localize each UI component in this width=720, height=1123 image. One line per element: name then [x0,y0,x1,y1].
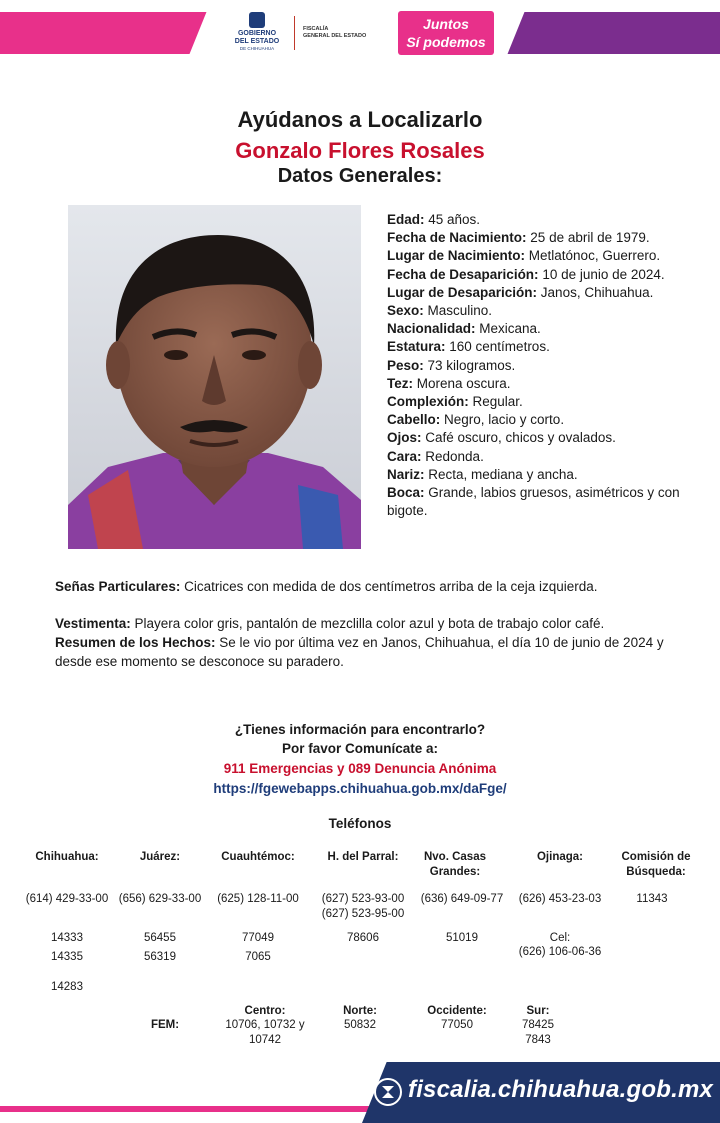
report-url-link[interactable]: https://fgewebapps.chihuahua.gob.mx/daFge/ [213,781,507,796]
header-juarez: Juárez: [139,851,181,863]
general-details [387,211,687,520]
logo-divider [294,16,295,50]
fem-label: FEM: [150,1019,180,1031]
person-name: Gonzalo Flores Rosales [235,138,485,163]
phones-title: Teléfonos [328,816,392,831]
contact-request: Por favor Comunícate a: [281,741,439,756]
header-nvo-casas-grandes: Nvo. Casas Grandes: [423,851,486,878]
ext-parral: 78606 [347,932,379,944]
detail-height: Estatura: 160 centímetros. [387,339,550,355]
fem-centro-title: Centro: [244,1005,286,1017]
contact-question: ¿Tienes información para encontrarlo? [234,722,486,737]
detail-complexion-color: Tez: Morena oscura. [387,375,511,391]
ext-chihuahua-1: 14333 [51,932,83,944]
header-ojinaga: Ojinaga: [536,851,583,863]
ojinaga-cel-number: (626) 106-06-36 [518,946,602,958]
phone-ojinaga: (626) 453-23-03 [518,893,602,905]
clothing: Vestimenta: Playera color gris, pantalón de mezclilla color azul y bota de trabajo color café. [55,616,605,631]
section-title: Datos Generales: [277,165,443,187]
phone-nvo-casas-grandes: (636) 649-09-77 [420,893,504,905]
ext-juarez-2: 56319 [144,951,176,963]
fem-norte-value: 50832 [344,1019,376,1031]
shield-icon [249,12,265,28]
detail-disappearance-place: Lugar de Desaparición: Janos, Chihuahua. [387,284,654,300]
ext-cuauhtemoc-1: 77049 [242,932,274,944]
detail-nose: Nariz: Recta, mediana y ancha. [387,466,578,482]
distinguishing-marks: Señas Particulares: Cicatrices con medida de dos centímetros arriba de la ceja izquierda. [55,579,598,594]
detail-build: Complexión: Regular. [387,394,523,410]
detail-birth-place: Lugar de Nacimiento: Metlatónoc, Guerrero. [387,248,661,264]
fiscalia-logo-icon [374,1078,402,1106]
ext-chihuahua-3: 14283 [51,981,83,993]
fiscalia-logo: FISCALÍA GENERAL DEL ESTADO [303,26,367,39]
detail-birth-date: Fecha de Nacimiento: 25 de abril de 1979. [387,230,650,246]
slogan-badge: Juntos Sí podemos [398,11,494,55]
phone-chihuahua: (614) 429-33-00 [25,893,109,905]
header-chihuahua: Chihuahua: [35,851,99,863]
detail-eyes: Ojos: Café oscuro, chicos y ovalados. [387,430,616,446]
detail-hair: Cabello: Negro, lacio y corto. [387,412,565,428]
phone-parral: (627) 523-93-00 (627) 523-95-00 [321,893,405,920]
fem-sur-value: 78425 7843 [522,1019,554,1046]
emergency-numbers: 911 Emergencias y 089 Denuncia Anónima [223,761,497,776]
ext-cuauhtemoc-2: 7065 [245,951,271,963]
ojinaga-cel-label: Cel: [549,932,571,944]
ext-chihuahua-2: 14335 [51,951,83,963]
summary-of-events: Resumen de los Hechos: Se le vio por última vez en Janos, Chihuahua, el día 10 de junio de 2024 y desde ese momento se desconoce su paradero. [55,635,664,669]
header-cuauhtemoc: Cuauhtémoc: [221,851,295,863]
purple-stripe [500,12,720,54]
gobierno-logo: GOBIERNO DEL ESTADO DE CHIHUAHUA [226,12,288,56]
detail-sex: Sexo: Masculino. [387,303,493,319]
detail-nationality: Nacionalidad: Mexicana. [387,321,541,337]
footer-website-link[interactable]: fiscalia.chihuahua.gob.mx [408,1076,714,1103]
detail-face: Cara: Redonda. [387,448,484,464]
detail-mouth: Boca: Grande, labios gruesos, asimétricos y con bigote. [387,485,680,519]
portrait-image [68,205,361,549]
fem-centro-value: 10706, 10732 y 10742 [225,1019,305,1046]
detail-age: Edad: 45 años. [387,212,481,227]
ext-nvo-casas-grandes: 51019 [446,932,478,944]
detail-weight: Peso: 73 kilogramos. [387,357,516,373]
header-parral: H. del Parral: [327,851,399,863]
header-comision-busqueda: Comisión de Búsqueda: [621,851,691,878]
phone-comision-busqueda: 11343 [636,893,668,905]
phone-juarez: (656) 629-33-00 [118,893,202,905]
detail-disappearance-date: Fecha de Desaparición: 10 de junio de 2024. [387,266,665,282]
ext-juarez-1: 56455 [144,932,176,944]
person-photo [68,205,361,549]
fem-norte-title: Norte: [343,1005,377,1017]
fem-occidente-title: Occidente: [427,1005,487,1017]
header-band [0,0,720,62]
page-title: Ayúdanos a Localizarlo [237,107,483,132]
phone-cuauhtemoc: (625) 128-11-00 [217,893,299,905]
fem-sur-title: Sur: [526,1005,550,1017]
fem-occidente-value: 77050 [441,1019,473,1031]
